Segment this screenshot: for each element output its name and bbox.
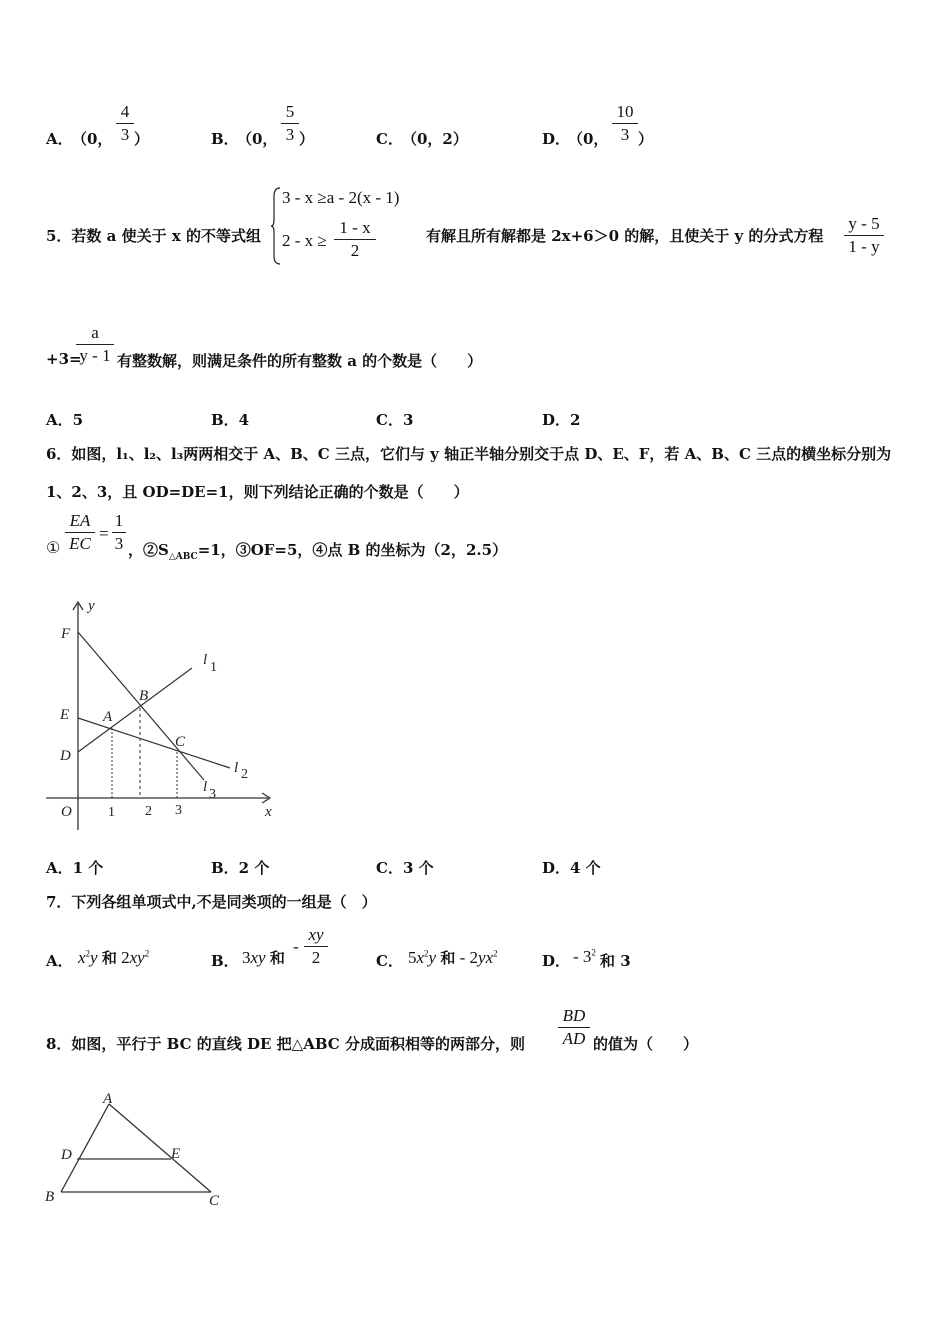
line-l3 [78, 632, 204, 780]
q7-c-and: 和 [440, 949, 456, 967]
q6-option-d: D．4 个 [542, 859, 601, 877]
q8-ratio-fraction [558, 1006, 590, 1049]
q7-b-fraction [304, 925, 328, 968]
q5-eq-num: y - 5 [848, 214, 880, 233]
q6-stmt-b: =1，③OF=5，④点 B 的坐标为（2，2.5） [197, 541, 508, 559]
q7-b-letter: B． [211, 952, 239, 970]
q6-option-c: C．3 个 [376, 859, 434, 877]
q4-option-d-open: （0， [568, 130, 609, 148]
q5-sys-num: 1 - x [339, 218, 371, 237]
q7-b-den: 2 [311, 948, 321, 967]
label-l1-sub: 1 [210, 660, 217, 675]
q4-option-b-open: （0， [237, 130, 278, 148]
q5-eq-den: 1 - y [848, 237, 880, 256]
q7-a-letter: A． [46, 952, 73, 970]
q5-system-brace [270, 186, 282, 266]
label-origin: O [61, 804, 72, 820]
q7-stem: 7．下列各组单项式中,不是同类项的一组是（ ） [46, 893, 377, 911]
q6-three: 3 [114, 534, 124, 553]
q5-option-c: C．3 [376, 411, 414, 429]
q7-b-expr: 3xy 和 [242, 948, 285, 967]
q8-stem: 8．如图，平行于 BC 的直线 DE 把△ABC 分成面积相等的两部分，则 [46, 1035, 525, 1053]
tick-3: 3 [175, 803, 182, 818]
q5-mid-text: 有解且所有解都是 2x+6＞0 的解，且使关于 y 的分式方程 [426, 227, 824, 245]
label-e: E [60, 707, 70, 723]
label-c: C [175, 734, 186, 750]
vertex-c-label: C [209, 1193, 220, 1209]
label-y: y [88, 598, 95, 614]
q7-b-and: 和 [269, 949, 285, 967]
q6-one: 1 [114, 511, 124, 530]
q5-line2-text: 有整数解，则满足条件的所有整数 a 的个数是（ ） [117, 352, 483, 370]
q7-c-letter: C． [376, 952, 403, 970]
label-x: x [265, 804, 272, 820]
q6-statements [128, 539, 507, 562]
q4-option-d-letter: D． [542, 130, 571, 148]
point-e-label: E [171, 1146, 181, 1162]
q6-ea: EA [69, 511, 91, 530]
q5-equation-fraction [844, 214, 884, 257]
q6-ec: EC [69, 534, 91, 553]
vertex-a-label: A [103, 1091, 113, 1107]
label-l3: l [203, 779, 208, 795]
q4-a-den: 3 [120, 125, 130, 144]
q7-b-num: xy [308, 925, 324, 944]
q5-system-line1: 3 - x ≥a - 2(x - 1) [282, 188, 400, 207]
label-b: B [139, 688, 149, 704]
q7-c-expr: $5x^2y$ 和 - $2yx^2$ [408, 948, 498, 967]
q5-lead: 5．若数 a 使关于 x 的不等式组 [46, 227, 261, 245]
q7-d-and: 和 3 [600, 952, 631, 970]
tick-1: 1 [108, 805, 115, 820]
q8-bd: BD [562, 1006, 586, 1025]
q5-line2-prefix: +3= [46, 350, 82, 368]
q8-triangle-figure [38, 1085, 238, 1215]
label-d: D [60, 748, 71, 764]
q5-system-line2-left: 2 - x ≥ [282, 231, 327, 250]
q5-sys-den: 2 [350, 241, 360, 260]
q8-ad: AD [562, 1029, 586, 1048]
label-l2: l [234, 760, 239, 776]
q4-d-den: 3 [620, 125, 630, 144]
q4-option-a-letter: A． [46, 130, 73, 148]
q5-option-d: D．2 [542, 411, 581, 429]
q4-option-c-letter: C． [376, 130, 403, 148]
q6-stmt-sub: △ABC [168, 552, 198, 562]
q5-line2-fraction [76, 323, 114, 366]
q6-equals: = [99, 524, 109, 543]
q4-b-den: 3 [285, 125, 295, 144]
q6-circle-1: ① [46, 538, 61, 557]
q5-option-a: A．5 [46, 411, 84, 429]
q6-coordinate-graph [40, 592, 285, 837]
q6-ratio-fraction [65, 511, 95, 554]
tick-2: 2 [145, 804, 152, 819]
q6-line2: 1、2、3，且 OD=DE=1，则下列结论正确的个数是（ ） [46, 483, 469, 501]
q8-tail: 的值为（ ） [593, 1035, 699, 1053]
label-a: A [103, 709, 113, 725]
q6-option-a: A．1 个 [46, 859, 104, 877]
q6-option-b: B．2 个 [211, 859, 270, 877]
label-l1: l [203, 652, 208, 668]
q7-b-minus: - [293, 937, 299, 956]
q5-system-line2-fraction [334, 218, 376, 261]
q4-option-a-close: ） [134, 130, 150, 148]
q4-option-a-fraction [116, 102, 134, 145]
q4-option-c-text: （0，2） [402, 130, 468, 148]
q4-option-b-close: ） [299, 130, 315, 148]
point-d-label: D [61, 1147, 72, 1163]
q7-a-and: 和 [101, 949, 117, 967]
q6-line1: 6．如图，l₁、l₂、l₃两两相交于 A、B、C 三点，它们与 y 轴正半轴分别交于点 D、E、F，若 A、B、C 三点的横坐标分别为 [46, 445, 892, 463]
q4-option-d-close: ） [638, 130, 654, 148]
q4-option-d-fraction [612, 102, 638, 145]
q4-b-num: 5 [285, 102, 295, 121]
q4-option-b-fraction [281, 102, 299, 145]
q7-d-expr: - $3^2$ [573, 947, 596, 966]
q7-a-expr: $x^2y$ 和 $2xy^2$ [78, 948, 150, 967]
q5-l2-num: a [91, 323, 99, 342]
q6-stmt-a: ，②S [128, 541, 169, 559]
q6-one-third-fraction [112, 511, 126, 554]
q4-option-b-letter: B． [211, 130, 239, 148]
q5-l2-den: y - 1 [79, 346, 111, 365]
label-l2-sub: 2 [241, 767, 248, 782]
side-ac [109, 1104, 211, 1192]
label-f: F [61, 626, 71, 642]
q4-option-a-open: （0， [72, 130, 113, 148]
vertex-b-label: B [45, 1189, 55, 1205]
line-l2 [78, 718, 230, 768]
q5-option-b: B．4 [211, 411, 250, 429]
q7-d-letter: D． [542, 952, 571, 970]
label-l3-sub: 3 [209, 787, 216, 802]
q4-d-num: 10 [616, 102, 634, 121]
q4-a-num: 4 [120, 102, 130, 121]
